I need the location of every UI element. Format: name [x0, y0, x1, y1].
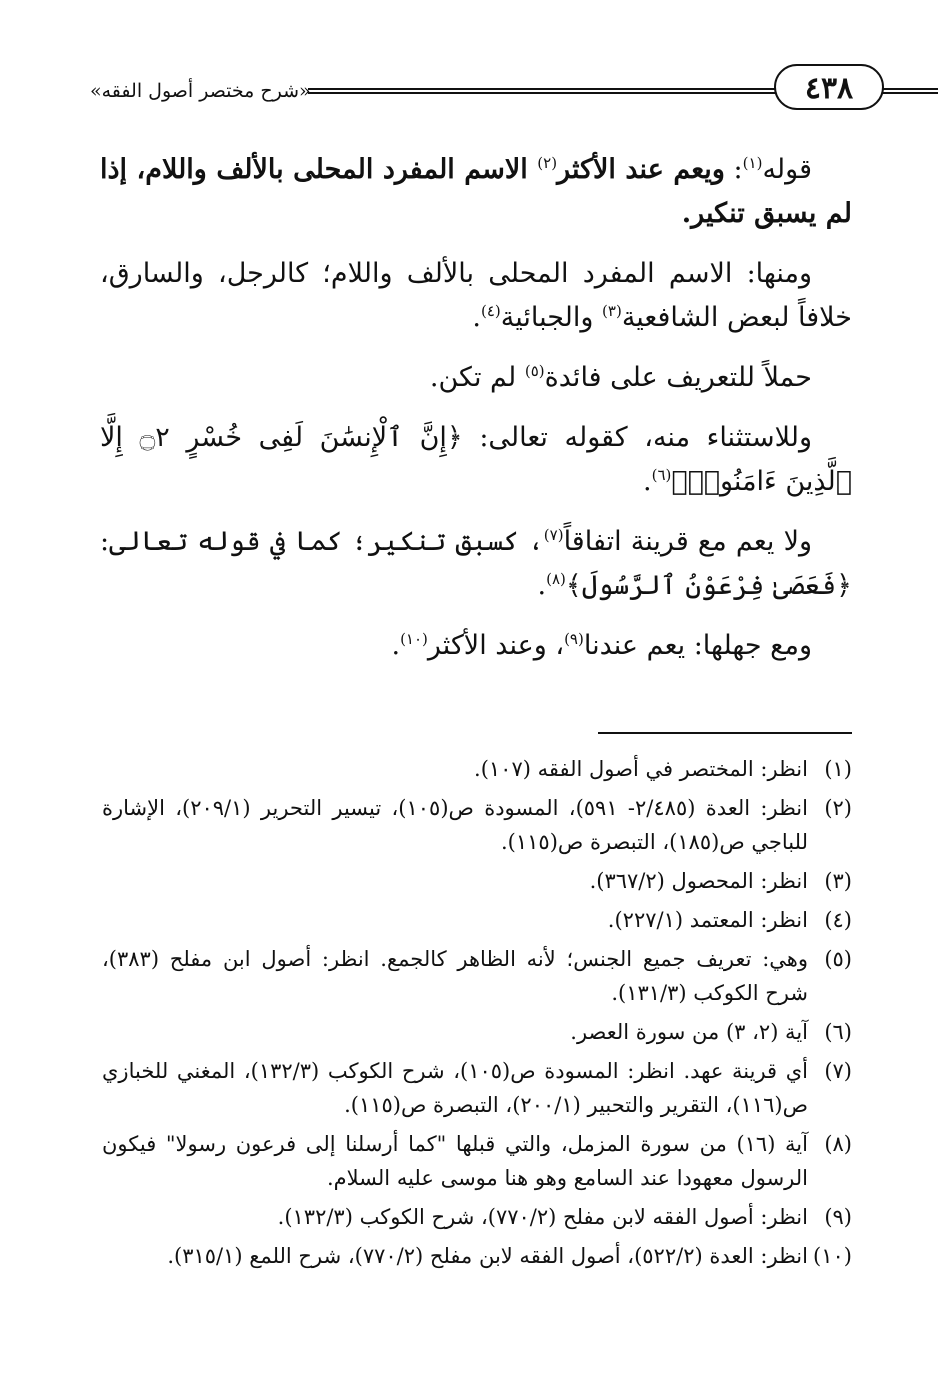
footnotes: [102, 752, 852, 1278]
footnote-9: [102, 1200, 852, 1234]
footnote-2: [102, 791, 852, 859]
paragraph-5: [100, 520, 852, 608]
footnote-number: (١): [824, 757, 852, 781]
p6-text-a: ومع جهلها: يعم عندنا: [583, 630, 812, 661]
footnote-text: انظر: المحصول (٣٦٧/٢).: [589, 869, 808, 893]
footnote-ref-6[interactable]: (٦): [651, 466, 672, 484]
p1-lead: قوله: [762, 154, 813, 185]
footnote-text: أي قرينة عهد. انظر: المسودة ص(١٠٥)، شرح الكوكب (١٣٢/٣)، المغني للخبازي ص(١١٦)، التقرير والتحبير (٢٠٠/١)، التبصرة ص(١١٥).: [102, 1059, 808, 1117]
p1-matn-b: الاسم المفرد المحلى بالألف واللام، إذا لم يسبق تنكير.: [100, 154, 852, 229]
p1-matn-a: ويعم عند الأكثر: [557, 154, 725, 185]
header-rule-right: [880, 88, 938, 94]
footnote-ref-8[interactable]: (٨): [546, 570, 566, 588]
header-rule-left: [308, 88, 778, 94]
footnote-separator: [598, 732, 852, 734]
paragraph-4: [100, 416, 852, 504]
page-number: ٤٣٨: [774, 64, 884, 110]
footnote-text: انظر: العدة (٢/٤٨٥- ٥٩١)، المسودة ص(١٠٥)، تيسير التحرير (٢٠٩/١)، الإشارة للباجي ص(١٨٥)، التبصرة ص(١١٥).: [102, 796, 808, 854]
footnote-text: انظر: المختصر في أصول الفقه (١٠٧).: [474, 757, 808, 781]
page-header: [90, 60, 854, 116]
p1-colon: :: [724, 154, 743, 185]
footnote-number: (٩): [824, 1205, 852, 1229]
footnote-number: (٢): [824, 796, 852, 820]
p6-end: .: [391, 630, 401, 661]
p3-text-a: حملاً للتعريف على فائدة: [544, 362, 812, 393]
p4-quran-quote: وللاستثناء منه، كقوله تعالى: ﴿إِنَّ ٱلْإِنسَٰنَ لَفِى خُسْرٍ ۝٢ إِلَّا ٱلَّذِينَ ءَامَنُوا۟﴾: [100, 422, 852, 497]
footnote-4: [102, 903, 852, 937]
footnote-ref-5[interactable]: (٥): [524, 362, 545, 380]
footnote-text: آية (٢، ٣) من سورة العصر.: [570, 1020, 808, 1044]
footnote-6: [102, 1015, 852, 1049]
p5-text-b: ، كسبق تنكير؛ كما في قوله تعالى: ﴿فَعَصَىٰ فِرْعَوْنُ ٱلرَّسُولَ﴾: [100, 526, 852, 601]
running-title: «شرح مختصر أصول الفقه»: [90, 80, 311, 102]
footnote-text: انظر: أصول الفقه لابن مفلح (٧٧٠/٢)، شرح الكوكب (١٣٢/٣).: [277, 1205, 808, 1229]
p3-text-b: لم تكن.: [429, 362, 525, 393]
main-text: [100, 148, 852, 684]
footnote-text: آية (١٦) من سورة المزمل، والتي قبلها "كما أرسلنا إلى فرعون رسولا" فيكون الرسول معهودا عند السامع وهو هنا موسى عليه السلام.: [102, 1132, 808, 1190]
footnote-text: وهي: تعريف جميع الجنس؛ لأنه الظاهر كالجمع. انظر: أصول ابن مفلح (٣٨٣)، شرح الكوكب (١٣١/٣).: [102, 947, 808, 1005]
footnote-10: [102, 1239, 852, 1273]
footnote-text: انظر: العدة (٥٢٢/٢)، أصول الفقه لابن مفلح (٧٧٠/٢)، شرح اللمع (٣١٥/١).: [167, 1244, 808, 1268]
p2-text-a: ومنها: الاسم المفرد المحلى بالألف واللام؛ كالرجل، والسارق، خلافاً لبعض الشافعية: [100, 258, 852, 333]
paragraph-2: [100, 252, 852, 340]
footnote-7: [102, 1054, 852, 1122]
footnote-number: (٤): [824, 908, 852, 932]
p5-text-a: ولا يعم مع قرينة اتفاقاً: [563, 526, 813, 557]
p4-end: .: [643, 466, 652, 497]
paragraph-1: [100, 148, 852, 236]
footnote-ref-3[interactable]: (٣): [602, 302, 622, 320]
p2-text-b: والجبائية: [500, 302, 603, 333]
paragraph-6: [100, 624, 852, 668]
footnote-ref-9[interactable]: (٩): [564, 630, 584, 648]
p5-end: .: [537, 570, 547, 601]
p2-end: .: [472, 302, 481, 333]
footnote-number: (٨): [824, 1132, 852, 1156]
footnote-1: [102, 752, 852, 786]
footnote-5: [102, 942, 852, 1010]
footnote-ref-1[interactable]: (١): [742, 154, 763, 172]
footnote-number: (١٠): [813, 1244, 852, 1268]
footnote-3: [102, 864, 852, 898]
footnote-ref-4[interactable]: (٤): [480, 302, 501, 320]
footnote-number: (٥): [824, 947, 852, 971]
paragraph-3: [100, 356, 852, 400]
footnote-number: (٧): [824, 1059, 852, 1083]
footnote-ref-2[interactable]: (٢): [537, 154, 558, 172]
footnote-number: (٦): [824, 1020, 852, 1044]
footnote-ref-7[interactable]: (٧): [543, 526, 564, 544]
p6-text-b: ، وعند الأكثر: [427, 630, 565, 661]
footnote-8: [102, 1127, 852, 1195]
footnote-ref-10[interactable]: (١٠): [400, 630, 428, 648]
footnote-text: انظر: المعتمد (٢٢٧/١).: [607, 908, 808, 932]
footnote-number: (٣): [824, 869, 852, 893]
